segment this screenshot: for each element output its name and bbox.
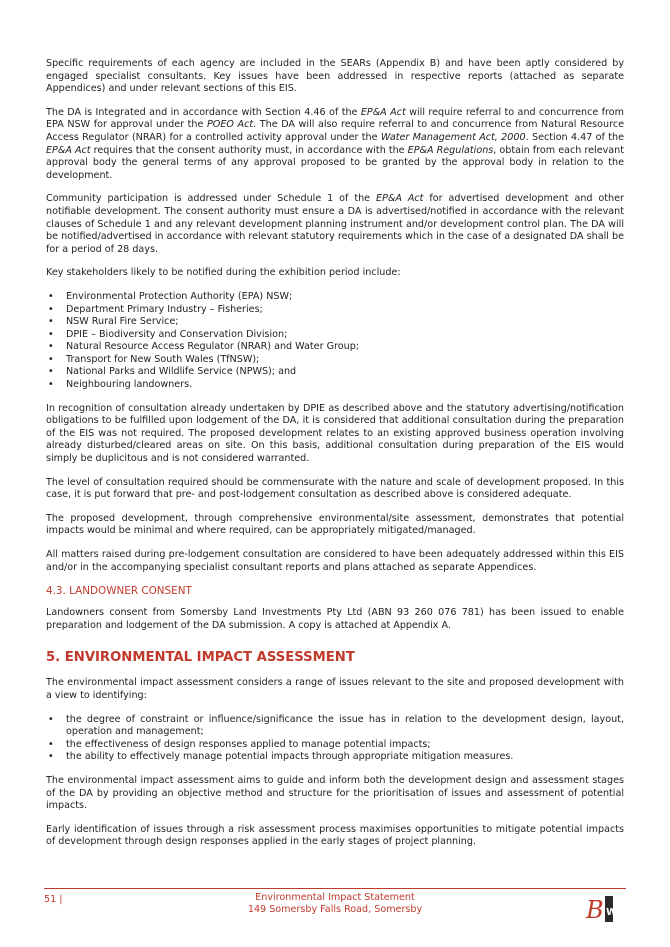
- section-heading-eia: 5. ENVIRONMENTAL IMPACT ASSESSMENT: [46, 650, 355, 666]
- paragraph-community-participation: Community participation is addressed under Schedule 1 of the EP&A Act for advertised development and other notifiable development. The consent authority must ensure a DA is advertised/notified in accordance with the relevant clauses of Schedule 1 and any relevant development planning instrument and/or development control plan. The DA will be notified/advertised in accordance with relevant statutory requirements which in the case of a designated DA shall be for a period of 28 days.: [46, 193, 624, 255]
- section-heading-landowner-consent: 4.3. LANDOWNER CONSENT: [46, 585, 192, 598]
- paragraph-landowner-consent: Landowners consent from Somersby Land Investments Pty Ltd (ABN 93 260 076 781) has been issued to enable preparation and lodgement of the DA submission. A copy is attached at Appendix A.: [46, 607, 624, 631]
- paragraph-eia-early-identification: Early identification of issues through a risk assessment process maximises opportunities to mitigate potential impacts of development through design responses applied in the early stages of project planning.: [46, 823, 624, 848]
- page-number: 51 |: [44, 894, 63, 905]
- paragraph-sears: Specific requirements of each agency are included in the SEARs (Appendix B) and have been aptly considered by engaged specialist consultants. Key issues have been addressed in respective reports (attached as separate Appendices) and under relevant sections of this EIS.: [46, 58, 624, 95]
- paragraph-integrated-da: The DA is Integrated and in accordance with Section 4.46 of the EP&A Act will require referral to and concurrence from EPA NSW for approval under the POEO Act. The DA will also require referral to and concurrence from Natural Resource Access Regulator (NRAR) for a controlled activity approval under the Water Management Act, 2000. Section 4.47 of the EP&A Act requires that the consent authority must, in accordance with the EP&A Regulations, obtain from each relevant approval body the general terms of any approval proposed to be granted by the approval body in relation to the development.: [46, 106, 625, 181]
- eia-list: [46, 714, 624, 764]
- paragraph-recognition: In recognition of consultation already undertaken by DPIE as described above and the statutory advertising/notification obligations to be fulfilled upon lodgement of the DA, it is considered that additional consultation during the preparation of the EIS was not required. The proposed development relates to an existing approved business operation involving already disturbed/cleared areas on site. On this basis, additional consultation during preparation of the EIS would simply be duplicitous and is not considered warranted.: [46, 402, 624, 465]
- paragraph-matters-raised: All matters raised during pre-lodgement consultation are considered to have been adequately addressed within this EIS and/or in the accompanying specialist consultant reports and plans attached as separate Appendices.: [46, 549, 624, 573]
- footer-document-title: Environmental Impact Statement: [255, 892, 415, 903]
- logo-letter-b: B: [586, 896, 604, 924]
- list-item: • Environmental Protection Authority (EPA) NSW;: [46, 291, 624, 304]
- paragraph-eia-intro: The environmental impact assessment considers a range of issues relevant to the site and proposed development with a view to identifying:: [46, 677, 624, 701]
- paragraph-eia-aims: The environmental impact assessment aims to guide and inform both the development design and assessment stages of the DA by providing an objective method and structure for the prioritisation of issues and assessment of potential impacts.: [46, 774, 624, 812]
- footer-address: 149 Somersby Falls Road, Somersby: [247, 903, 423, 915]
- list-item: • Neighbouring landowners.: [46, 379, 624, 392]
- page-body: [46, 58, 624, 860]
- list-item: • NSW Rural Fire Service;: [46, 316, 624, 329]
- list-item: • Transport for New South Wales (TfNSW);: [46, 354, 624, 367]
- stakeholder-list: [46, 291, 624, 392]
- logo-letter-w: W: [606, 907, 618, 918]
- footer-title: [200, 892, 470, 915]
- list-item: • Natural Resource Access Regulator (NRAR) and Water Group;: [46, 341, 624, 354]
- paragraph-stakeholders-intro: Key stakeholders likely to be notified during the exhibition period include:: [46, 267, 401, 279]
- company-logo: [582, 888, 626, 928]
- list-item: • Department Primary Industry – Fisheries;: [46, 304, 624, 317]
- list-item: • the degree of constraint or influence/significance the issue has in relation to the development design, layout, operation and management;: [46, 714, 624, 739]
- list-item: • the effectiveness of design responses applied to manage potential impacts;: [46, 739, 624, 752]
- list-item: • National Parks and Wildlife Service (NPWS); and: [46, 366, 624, 379]
- list-item: • the ability to effectively manage potential impacts through appropriate mitigation measures.: [46, 751, 624, 764]
- footer-rule: [44, 888, 626, 889]
- list-item: • DPIE – Biodiversity and Conservation Division;: [46, 329, 624, 342]
- paragraph-proposed-development: The proposed development, through comprehensive environmental/site assessment, demonstrates that potential impacts would be minimal and where required, can be appropriately mitigated/managed.: [46, 512, 624, 537]
- paragraph-level-of-consultation: The level of consultation required should be commensurate with the nature and scale of development proposed. In this case, it is put forward that pre- and post-lodgement consultation as described above is considered adequate.: [46, 476, 624, 501]
